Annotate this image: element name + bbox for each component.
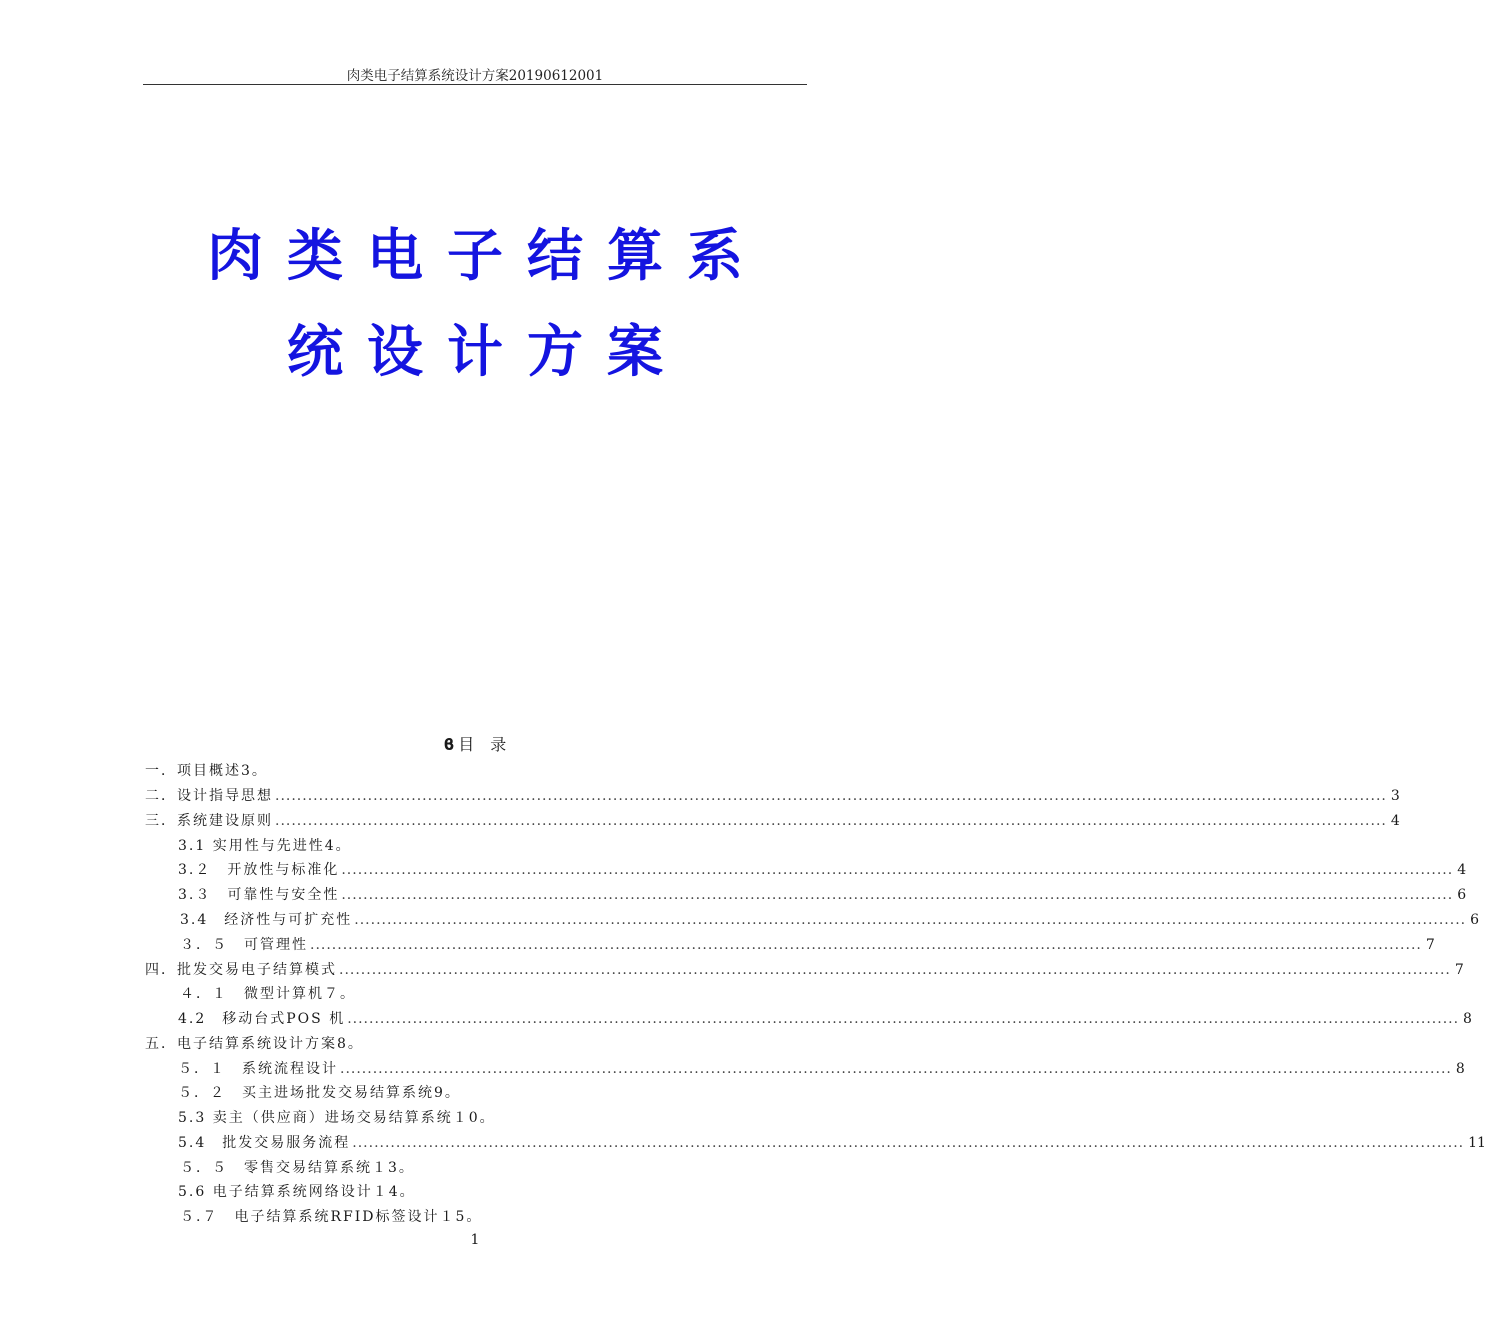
toc-entry[interactable] [145,1107,838,1127]
toc-leader: ............................................................................................................................................................................................................ [275,788,1387,804]
toc-heading [0,732,950,755]
toc-leader: ............................................................................................................................................................................................................ [340,1061,1452,1077]
toc-leader: ............................................................................................................................................................................................................ [339,962,1451,978]
toc-entry-label: 二．设计指导思想 [145,788,273,804]
toc-entry-label: ５．１ 系统流程设计 [178,1061,338,1077]
toc-leader: ............................................................................................................................................................................................................ [354,912,1467,928]
toc-entry-label: 3.1 实用性与先进性4。 [178,838,352,854]
toc-entry-label: 4.2 移动台式POS 机 [178,1011,346,1027]
toc-entry[interactable] [145,1033,805,1053]
toc-entry-page: 7 [1425,937,1435,953]
toc-entry[interactable] [145,1082,838,1102]
toc-entry[interactable] [145,884,1467,904]
toc-leader: ............................................................................................................................................................................................................ [347,1011,1460,1027]
header-rule [143,84,807,85]
toc-entry-label: ５.７ 电子结算系统RFID标签设计１5。 [180,1209,483,1225]
toc-entry-label: 5.3 卖主（供应商）进场交易结算系统１0。 [178,1110,496,1126]
toc-entry[interactable] [145,810,1400,830]
toc-entry-page: 8 [1455,1061,1465,1077]
toc-entry-label: 3.２ 开放性与标准化 [178,862,340,878]
toc-entry[interactable] [145,785,1400,805]
toc-entry[interactable] [145,934,1435,954]
toc-entry-label: 四．批发交易电子结算模式 [145,962,337,978]
toc-entry-page: 6 [1457,887,1467,903]
toc-entry-label: 3.３ 可靠性与安全性 [178,887,340,903]
toc-entry-page: 4 [1457,862,1467,878]
toc-leader: ............................................................................................................................................................................................................ [341,862,1454,878]
page-number: 1 [470,1232,480,1248]
toc-entry-label: 5.6 电子结算系统网络设计１4。 [178,1184,416,1200]
toc-entry-label: 五．电子结算系统设计方案8。 [145,1036,364,1052]
toc-entry-page: 4 [1390,813,1400,829]
toc-entry-label: 5.4 批发交易服务流程 [178,1135,351,1151]
toc-entry-label: ４．１ 微型计算机７。 [180,986,356,1002]
toc-entry[interactable] [145,1058,1465,1078]
toc-leader: ............................................................................................................................................................................................................ [341,887,1454,903]
toc-entry-label: 一．项目概述3。 [145,763,268,779]
toc-leader: ............................................................................................................................................................................................................ [310,937,1422,953]
toc-entry-page: 7 [1454,962,1464,978]
toc-entry[interactable] [145,983,840,1003]
toc-entry-label: 三．系统建设原则 [145,813,273,829]
toc-entry[interactable] [145,1132,1486,1152]
toc-entry-label: ５．５ 零售交易结算系统１3。 [180,1160,415,1176]
document-title-line-1: 肉类电子结算系 [207,224,767,289]
toc-entry[interactable] [145,1157,840,1177]
toc-entry-label: ３．５ 可管理性 [180,937,308,953]
toc-entry[interactable] [145,859,1467,879]
toc-entry[interactable] [145,835,838,855]
document-title-line-2: 统设计方案 [287,320,687,385]
toc-leader: ............................................................................................................................................................................................................ [352,1135,1465,1151]
toc-entry[interactable] [145,959,1464,979]
toc-mark: ϐ [443,735,455,754]
toc-leader: ............................................................................................................................................................................................................ [275,813,1387,829]
toc-entry-label: ５．２ 买主进场批发交易结算系统9。 [178,1085,461,1101]
toc-entry[interactable] [145,760,805,780]
toc-entry-page: 3 [1390,788,1400,804]
toc-entry-page: 11 [1468,1135,1486,1151]
toc-heading-text: 目 录 [458,735,507,754]
toc-entry[interactable] [145,909,1480,929]
toc-entry-label: 3.4 经济性与可扩充性 [180,912,353,928]
toc-entry-page: 6 [1470,912,1480,928]
toc-entry-page: 8 [1463,1011,1472,1027]
toc-entry[interactable] [145,1181,838,1201]
page-header: 肉类电子结算系统设计方案20190612001 [346,68,604,84]
toc-entry[interactable] [145,1206,840,1226]
toc-entry[interactable] [145,1008,1472,1028]
